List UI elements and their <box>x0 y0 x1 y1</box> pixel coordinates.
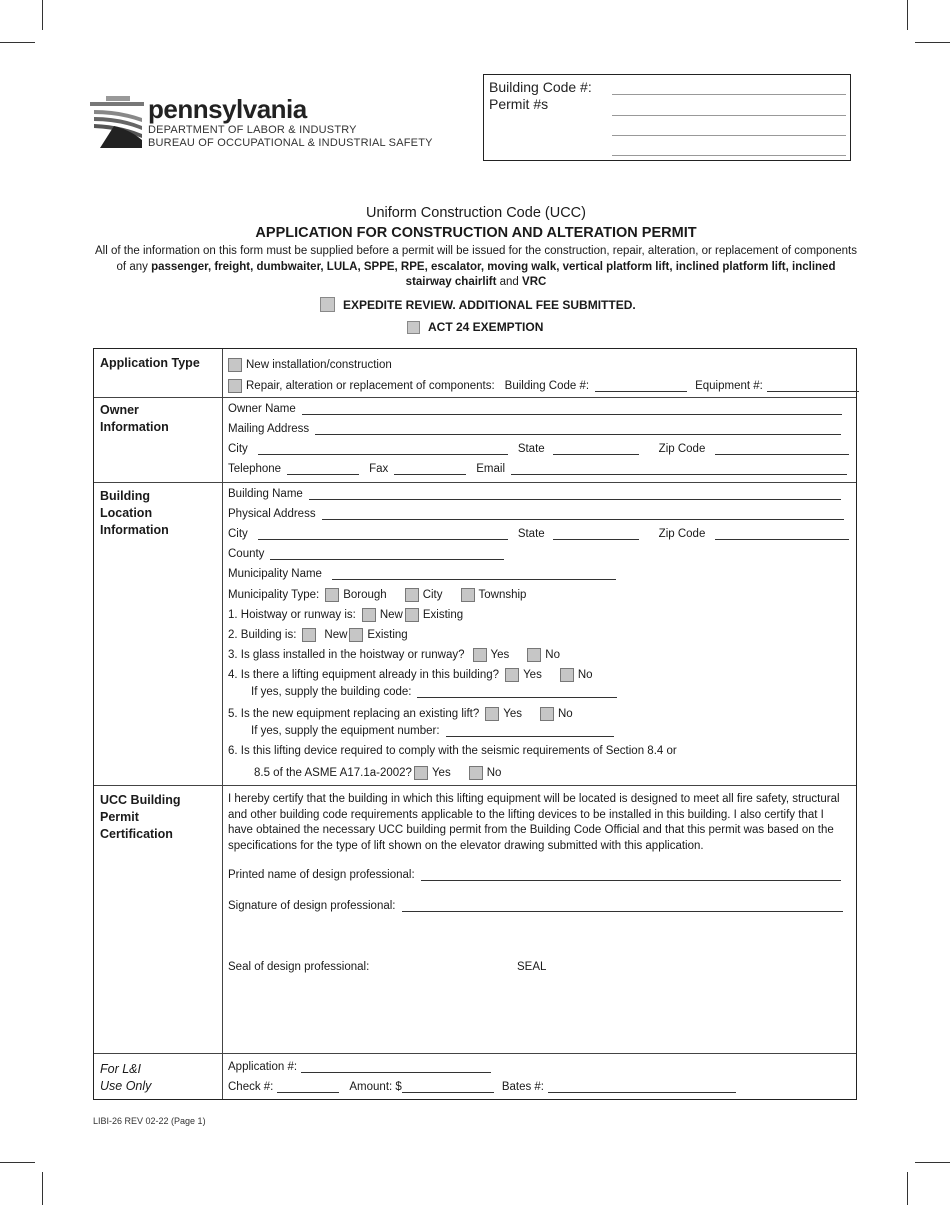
building-code-box <box>483 74 851 161</box>
repair-building-code-field[interactable] <box>595 381 687 392</box>
certification-text: I hereby certify that the building in which this lifting equipment will be located is designed to meet all fire safety, structural and other building code requirements applicable to the lifting devices to be installed in this building. I also certify that I have obtained the necessary UCC building permit from the Building Code Official and that this permit was based on the specifications for the type of lift shown on the elevator drawing submitted with this application. <box>228 793 840 852</box>
permit-field-2[interactable] <box>612 135 846 136</box>
amount-field[interactable] <box>402 1082 494 1093</box>
li-use-label: For L&I Use Only <box>100 1062 152 1093</box>
signature-row: Signature of design professional: <box>228 900 843 912</box>
crop-mark <box>0 1162 35 1163</box>
municipality-type-row: Municipality Type: Borough City Township <box>228 589 527 601</box>
municipality-name-row: Municipality Name <box>228 568 616 580</box>
owner-name-field[interactable] <box>302 404 842 415</box>
building-code-field[interactable] <box>612 94 846 95</box>
payment-row: Check #: Amount: $ Bates #: <box>228 1081 736 1093</box>
hoistway-new-checkbox[interactable] <box>362 608 376 622</box>
crop-mark <box>42 1172 43 1205</box>
hoistway-row: 1. Hoistway or runway is: New Existing <box>228 609 464 621</box>
building-state-field[interactable] <box>553 529 639 540</box>
new-installation-checkbox[interactable] <box>228 358 242 372</box>
replacing-lift-row: 5. Is the new equipment replacing an existing lift? Yes No <box>228 708 573 720</box>
seismic-yes-checkbox[interactable] <box>414 766 428 780</box>
owner-city-row: City State Zip Code <box>228 443 849 455</box>
seismic-row: 6. Is this lifting device required to comply with the seismic requirements of Section 8.4 or <box>228 745 677 757</box>
glass-row: 3. Is glass installed in the hoistway or runway? Yes No <box>228 649 560 661</box>
building-city-field[interactable] <box>258 529 508 540</box>
permit-field-1[interactable] <box>612 115 846 116</box>
crop-mark <box>907 1172 908 1205</box>
borough-checkbox[interactable] <box>325 588 339 602</box>
crop-mark <box>0 42 35 43</box>
permit-label: Permit #s <box>489 96 549 112</box>
building-name-field[interactable] <box>309 489 841 500</box>
ucc-certification-label: UCC Building Permit Certification <box>100 793 181 841</box>
signature-field[interactable] <box>402 901 843 912</box>
owner-label: Owner Information <box>100 403 169 434</box>
hoistway-existing-checkbox[interactable] <box>405 608 419 622</box>
owner-zip-field[interactable] <box>715 444 849 455</box>
permit-field-3[interactable] <box>612 155 846 156</box>
column-divider <box>222 349 223 1099</box>
printed-name-field[interactable] <box>421 870 841 881</box>
lifting-no-checkbox[interactable] <box>560 668 574 682</box>
expedite-option: EXPEDITE REVIEW. ADDITIONAL FEE SUBMITTED. <box>320 297 636 312</box>
seismic-row-2: 8.5 of the ASME A17.1a-2002? Yes No <box>254 767 502 779</box>
building-existing-checkbox[interactable] <box>349 628 363 642</box>
municipality-name-field[interactable] <box>332 569 616 580</box>
glass-yes-checkbox[interactable] <box>473 648 487 662</box>
mailing-address-field[interactable] <box>315 424 841 435</box>
owner-city-field[interactable] <box>258 444 508 455</box>
lifting-yes-checkbox[interactable] <box>505 668 519 682</box>
row-divider <box>94 1053 856 1054</box>
repair-checkbox[interactable] <box>228 379 242 393</box>
physical-address-row: Physical Address <box>228 508 844 520</box>
county-field[interactable] <box>270 549 504 560</box>
form-revision-footer: LIBI-26 REV 02-22 (Page 1) <box>93 1116 206 1126</box>
owner-name-row: Owner Name <box>228 403 842 415</box>
owner-state-field[interactable] <box>553 444 639 455</box>
email-field[interactable] <box>511 464 847 475</box>
lifting-equipment-row: 4. Is there a lifting equipment already in this building? Yes No <box>228 669 593 681</box>
expedite-checkbox[interactable] <box>320 297 335 312</box>
application-type-label: Application Type <box>100 356 200 370</box>
replacing-no-checkbox[interactable] <box>540 707 554 721</box>
building-new-checkbox[interactable] <box>302 628 316 642</box>
bates-number-field[interactable] <box>548 1082 736 1093</box>
building-is-row: 2. Building is: New Existing <box>228 629 408 641</box>
building-code-label: Building Code #: <box>489 79 592 95</box>
city-checkbox[interactable] <box>405 588 419 602</box>
building-name-row: Building Name <box>228 488 841 500</box>
application-table <box>93 348 857 1100</box>
row-divider <box>94 397 856 398</box>
crop-mark <box>907 0 908 30</box>
supply-equipment-field[interactable] <box>446 726 614 737</box>
seal-placeholder: SEAL <box>517 961 547 973</box>
building-location-label: Building Location Information <box>100 489 169 537</box>
department-line: DEPARTMENT OF LABOR & INDUSTRY <box>148 124 357 136</box>
form-subtitle: Uniform Construction Code (UCC) <box>366 205 586 221</box>
row-divider <box>94 785 856 786</box>
glass-no-checkbox[interactable] <box>527 648 541 662</box>
application-number-field[interactable] <box>301 1062 491 1073</box>
pennsylvania-logo-icon <box>90 96 144 148</box>
act24-checkbox[interactable] <box>407 321 420 334</box>
county-row: County <box>228 548 504 560</box>
act24-option: ACT 24 EXEMPTION <box>407 320 543 334</box>
row-divider <box>94 482 856 483</box>
printed-name-row: Printed name of design professional: <box>228 869 841 881</box>
seal-row: Seal of design professional: <box>228 961 370 973</box>
building-zip-field[interactable] <box>715 529 849 540</box>
application-number-row: Application #: <box>228 1061 491 1073</box>
supply-building-code-field[interactable] <box>417 687 617 698</box>
logo-wordmark: pennsylvania <box>148 94 307 124</box>
check-number-field[interactable] <box>277 1082 339 1093</box>
supply-equipment-row: If yes, supply the equipment number: <box>251 725 614 737</box>
crop-mark <box>915 1162 950 1163</box>
crop-mark <box>915 42 950 43</box>
township-checkbox[interactable] <box>461 588 475 602</box>
intro-text: All of the information on this form must be supplied before a permit will be issued for the construction, repair, alteration, or replacement of components of any passenger, freight, dumbwaiter, LULA, SPPE, RPE, escalator, moving walk, vertical platform lift, inclined platform lift, inclined stairway chairlift and VRC <box>95 245 857 288</box>
repair-row: Repair, alteration or replacement of components: Building Code #: Equipment #: <box>228 378 859 392</box>
supply-building-code-row: If yes, supply the building code: <box>251 686 617 698</box>
repair-equipment-field[interactable] <box>767 381 859 392</box>
seismic-no-checkbox[interactable] <box>469 766 483 780</box>
mailing-address-row: Mailing Address <box>228 423 841 435</box>
form-title: APPLICATION FOR CONSTRUCTION AND ALTERATION PERMIT <box>255 225 697 241</box>
building-city-row: City State Zip Code <box>228 528 849 540</box>
telephone-field[interactable] <box>287 464 359 475</box>
new-installation-row: New installation/construction <box>228 357 392 371</box>
physical-address-field[interactable] <box>322 509 844 520</box>
crop-mark <box>42 0 43 30</box>
contact-row: Telephone Fax Email <box>228 463 847 475</box>
replacing-yes-checkbox[interactable] <box>485 707 499 721</box>
bureau-line: BUREAU OF OCCUPATIONAL & INDUSTRIAL SAFETY <box>148 137 433 149</box>
fax-field[interactable] <box>394 464 466 475</box>
